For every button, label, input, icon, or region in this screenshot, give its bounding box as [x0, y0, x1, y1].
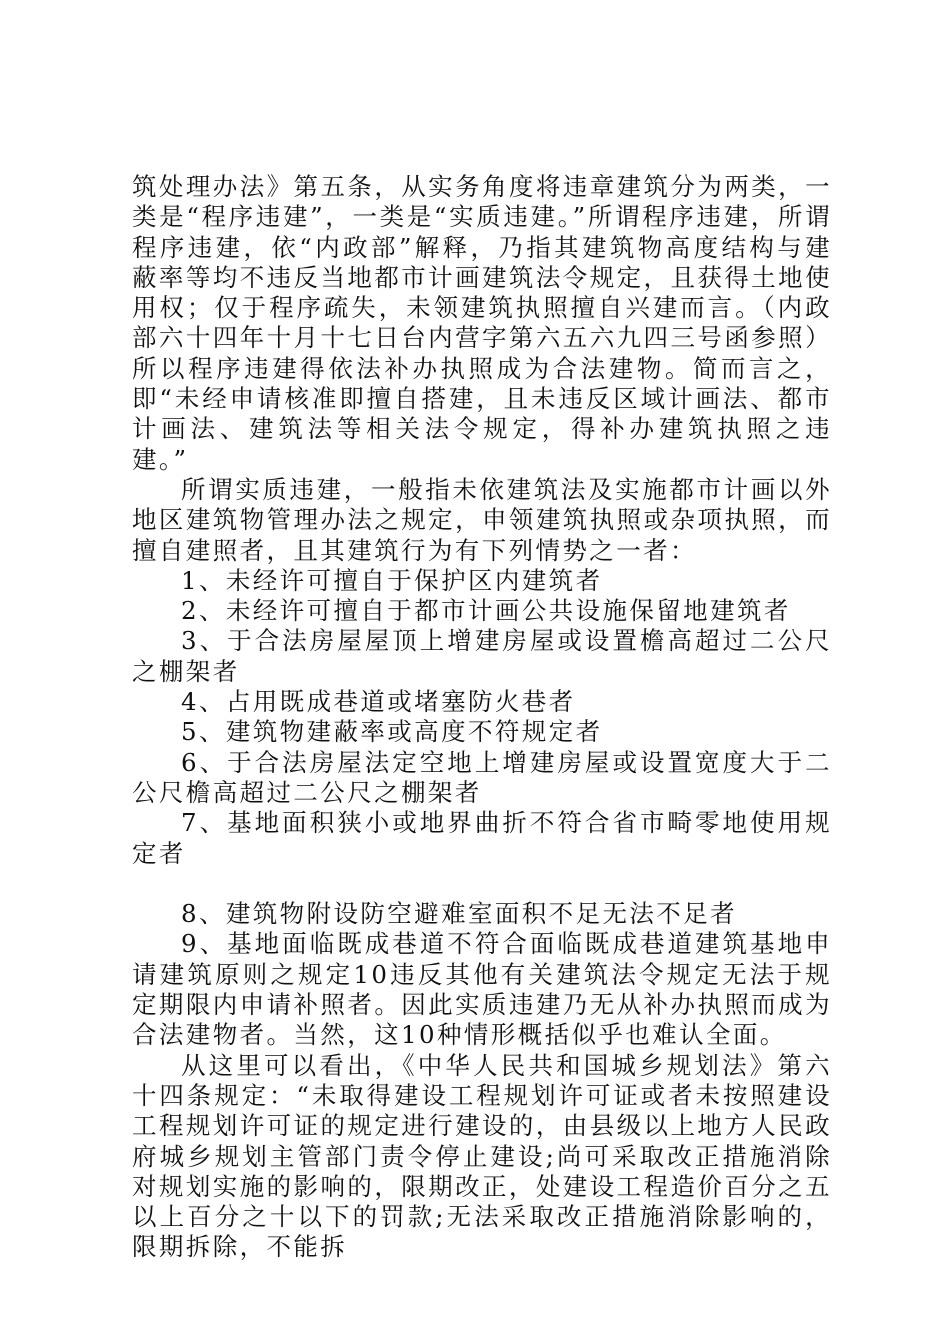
list-item-8: 8、建筑物附设防空避难室面积不足无法不足者	[181, 899, 737, 929]
list-item-1: 1、未经许可擅自于保护区内建筑者	[181, 565, 603, 595]
paragraph-classification-intro: 筑处理办法》第五条，从实务角度将违章建筑分为两类，一类是“程序违建”，一类是“实质违建。”所谓程序违建，所谓程序违建，依“内政部”解释，乃指其建筑物高度结构与建蔽率等均不违反当地都市计画建筑法令规定，且获得土地使用权；仅于程序疏失，未领建筑执照擅自兴建而言。（内政部六十四年十月十七日台内营字第六五六九四三号函参照）所以程序违建得依法补办执照成为合法建物。简而言之，即“未经申请核准即擅自搭建，且未违反区域计画法、都市计画法、建筑法等相关法令规定，得补办建筑执照之违建。”	[132, 172, 832, 474]
list-item-6: 6、于合法房屋法定空地上增建房屋或设置宽度大于二公尺檐高超过二公尺之棚架者	[132, 747, 832, 807]
blank-line	[132, 869, 832, 899]
paragraph-substantive-violation-definition: 所谓实质违建，一般指未依建筑法及实施都市计画以外地区建筑物管理办法之规定，申领建筑执照或杂项执照，而擅自建照者，且其建筑行为有下列情势之一者：	[132, 474, 832, 565]
list-item-3: 3、于合法房屋屋顶上增建房屋或设置檐高超过二公尺之棚架者	[132, 626, 832, 686]
document-body	[132, 172, 832, 1263]
list-item-2: 2、未经许可擅自于都市计画公共设施保留地建筑者	[181, 596, 791, 626]
list-item-5: 5、建筑物建蔽率或高度不符规定者	[181, 717, 603, 747]
paragraph-planning-law-article-64: 从这里可以看出，《中华人民共和国城乡规划法》第六十四条规定：“未取得建设工程规划许可证或者未按照建设工程规划许可证的规定进行建设的，由县级以上地方人民政府城乡规划主管部门责令停止建设;尚可采取改正措施消除对规划实施的影响的，限期改正，处建设工程造价百分之五以上百分之十以下的罚款;无法采取改正措施消除影响的，限期拆除，不能拆	[132, 1050, 832, 1262]
list-item-7: 7、基地面积狭小或地界曲折不符合省市畸零地使用规定者	[132, 808, 832, 868]
list-item-4: 4、占用既成巷道或堵塞防火巷者	[181, 687, 576, 717]
list-item-9: 9、基地面临既成巷道不符合面临既成巷道建筑基地申请建筑原则之规定10违反其他有关建筑法令规定无法于规定期限内申请补照者。因此实质违建乃无从补办执照而成为合法建物者。当然，这10种情形概括似乎也难认全面。	[132, 929, 832, 1050]
